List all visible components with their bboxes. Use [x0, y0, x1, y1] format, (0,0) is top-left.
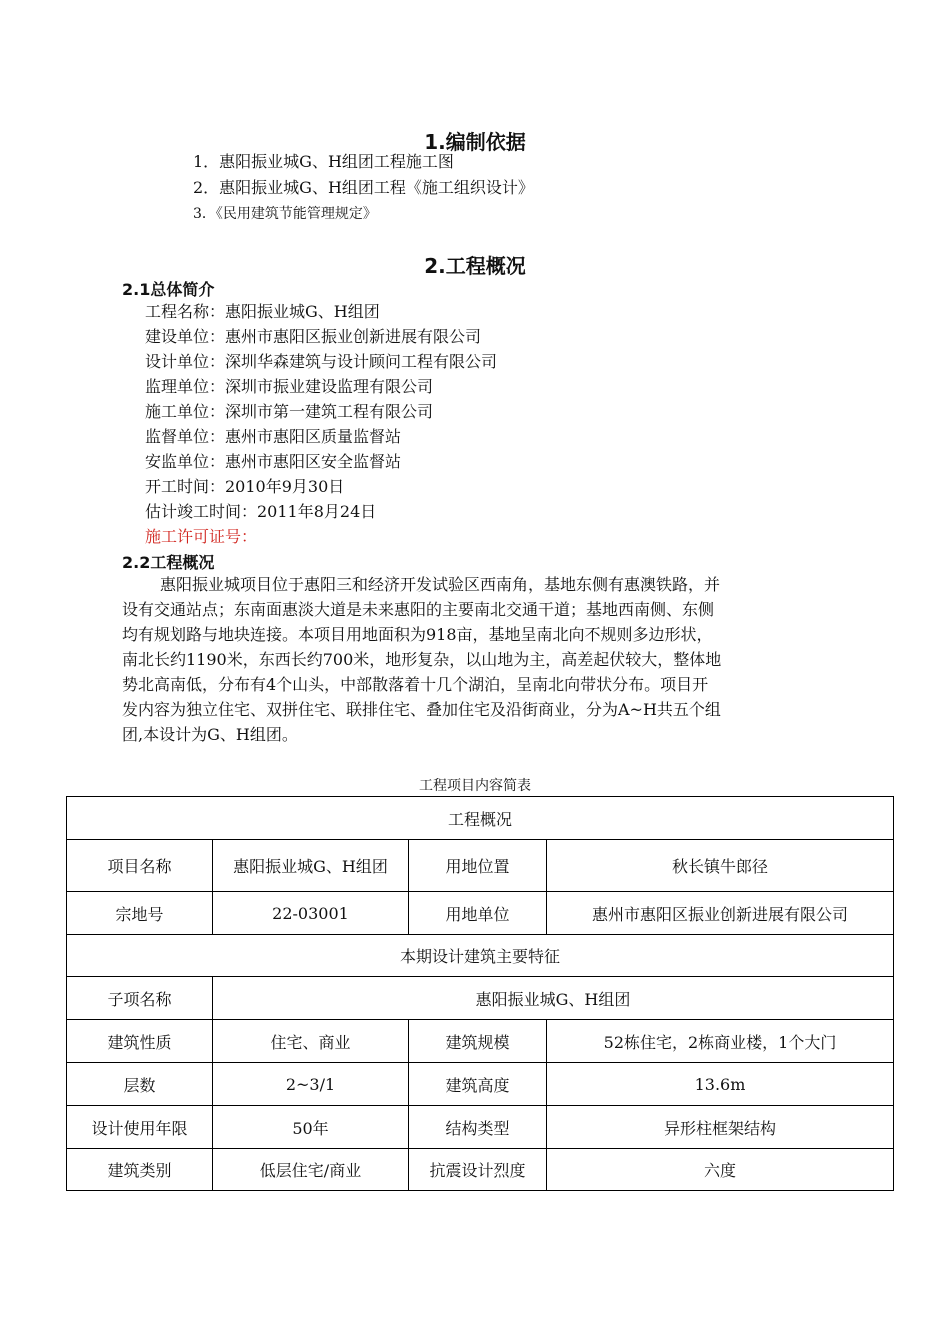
- overview-line: 监理单位：深圳市振业建设监理有限公司: [145, 377, 434, 396]
- table-row: [67, 797, 894, 840]
- table-cell: 惠阳振业城G、H组团: [213, 840, 409, 892]
- paragraph-line: 发内容为独立住宅、双拼住宅、联排住宅、叠加住宅及沿街商业，分为A~H共五个组: [122, 700, 721, 719]
- overview-line: 开工时间：2010年9月30日: [145, 477, 345, 496]
- table-row: [67, 892, 894, 935]
- paragraph-line: 势北高南低，分布有4个山头，中部散落着十几个湖泊，呈南北向带状分布。项目开: [122, 675, 709, 694]
- basis-item: 3．《民用建筑节能管理规定》: [193, 206, 377, 222]
- paragraph-line: 团,本设计为G、H组团。: [122, 725, 298, 744]
- table-header-cell: 工程概况: [67, 797, 894, 840]
- table-cell: 用地位置: [409, 840, 547, 892]
- table-cell: 2~3/1: [213, 1063, 409, 1106]
- table-cell: 项目名称: [67, 840, 213, 892]
- table-cell: 设计使用年限: [67, 1106, 213, 1149]
- table-cell: 秋长镇牛郎径: [547, 840, 894, 892]
- table-cell: 建筑高度: [409, 1063, 547, 1106]
- table-row: [67, 935, 894, 977]
- table-cell: 住宅、商业: [213, 1020, 409, 1063]
- table-row: [67, 1106, 894, 1149]
- table-cell: 建筑类别: [67, 1149, 213, 1191]
- paragraph-line: 设有交通站点；东南面惠淡大道是未来惠阳的主要南北交通干道；基地西南侧、东侧: [122, 600, 715, 619]
- subsection-2-1-title: 2.1总体简介: [122, 280, 215, 299]
- section2-title: 2.工程概况: [424, 254, 526, 278]
- overview-line: 估计竣工时间：2011年8月24日: [145, 502, 377, 521]
- permit-line: 施工许可证号：: [145, 527, 258, 546]
- table-cell: 层数: [67, 1063, 213, 1106]
- table-cell: 50年: [213, 1106, 409, 1149]
- table-cell: 52栋住宅，2栋商业楼，1个大门: [547, 1020, 894, 1063]
- paragraph-line: 南北长约1190米，东西长约700米，地形复杂，以山地为主，高差起伏较大，整体地: [122, 650, 722, 669]
- table-cell: 宗地号: [67, 892, 213, 935]
- table-row: [67, 977, 894, 1020]
- table-cell: 六度: [547, 1149, 894, 1191]
- basis-item: 2．惠阳振业城G、H组团工程《施工组织设计》: [193, 178, 534, 197]
- table-cell: 22-03001: [213, 892, 409, 935]
- section1-title: 1.编制依据: [424, 130, 526, 154]
- table-row: [67, 1063, 894, 1106]
- table-row: [67, 1020, 894, 1063]
- basis-list: [193, 149, 534, 227]
- paragraph-line: 均有规划路与地块连接。本项目用地面积为918亩，基地呈南北向不规则多边形状，: [122, 625, 713, 644]
- table-caption: 工程项目内容简表: [419, 778, 531, 794]
- overview-line: 安监单位：惠州市惠阳区安全监督站: [145, 452, 402, 471]
- overview-line: 工程名称：惠阳振业城G、H组团: [145, 302, 380, 321]
- project-summary-table: [66, 796, 894, 1191]
- paragraph-line: 惠阳振业城项目位于惠阳三和经济开发试验区西南角，基地东侧有惠澳铁路，并: [160, 575, 721, 594]
- table-cell: 惠州市惠阳区振业创新进展有限公司: [547, 892, 894, 935]
- overview-line: 施工单位：深圳市第一建筑工程有限公司: [145, 402, 434, 421]
- table-cell: 建筑规模: [409, 1020, 547, 1063]
- table-cell: 子项名称: [67, 977, 213, 1020]
- project-paragraph: [122, 572, 842, 747]
- table-cell: 异形柱框架结构: [547, 1106, 894, 1149]
- table-row: [67, 1149, 894, 1191]
- table-header-cell: 本期设计建筑主要特征: [67, 935, 894, 977]
- basis-item: 1．惠阳振业城G、H组团工程施工图: [193, 152, 454, 171]
- subsection-2-2-title: 2.2工程概况: [122, 553, 215, 572]
- table-row: [67, 840, 894, 892]
- table-cell: 用地单位: [409, 892, 547, 935]
- table-cell: 惠阳振业城G、H组团: [213, 977, 894, 1020]
- overview-line: 设计单位：深圳华森建筑与设计顾问工程有限公司: [145, 352, 498, 371]
- overview-line: 建设单位：惠州市惠阳区振业创新进展有限公司: [145, 327, 482, 346]
- table-cell: 结构类型: [409, 1106, 547, 1149]
- table-cell: 13.6m: [547, 1063, 894, 1106]
- table-cell: 低层住宅/商业: [213, 1149, 409, 1191]
- overview-line: 监督单位：惠州市惠阳区质量监督站: [145, 427, 402, 446]
- overview-list: [145, 299, 497, 549]
- table-cell: 建筑性质: [67, 1020, 213, 1063]
- table-cell: 抗震设计烈度: [409, 1149, 547, 1191]
